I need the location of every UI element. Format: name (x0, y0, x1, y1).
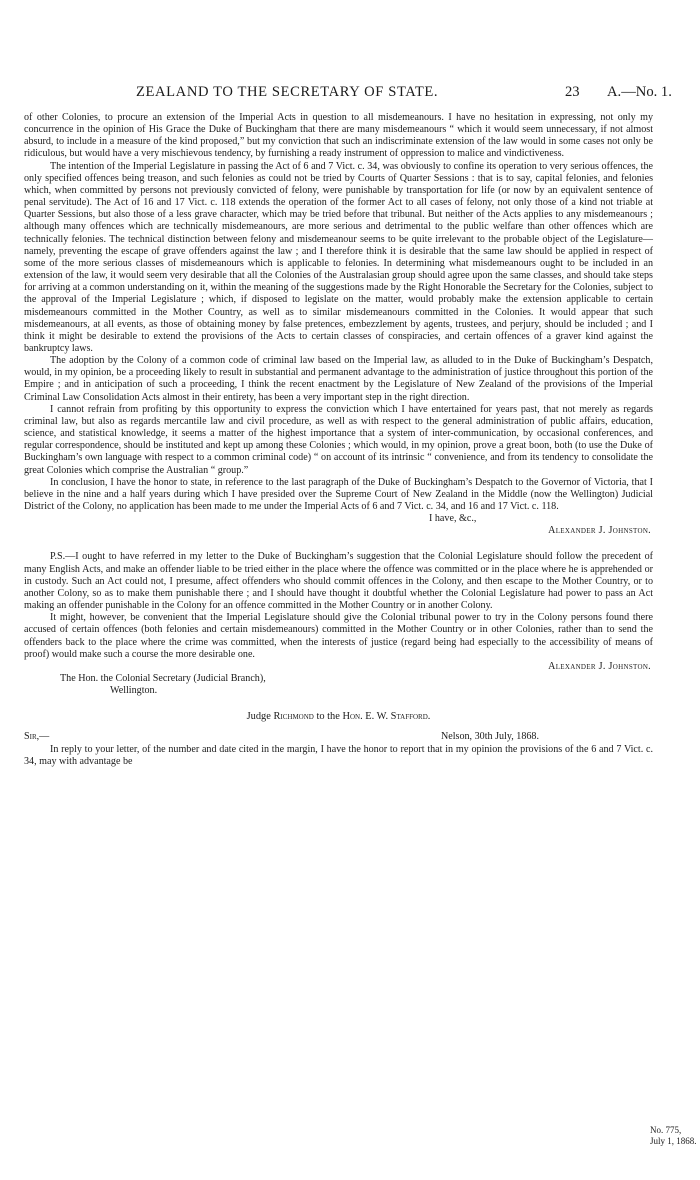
addressee-line-2: Wellington. (110, 685, 158, 697)
closing-row (24, 513, 653, 525)
spacer (24, 537, 653, 551)
addressee-line-1: The Hon. the Colonial Secretary (Judicial Branch), (60, 673, 266, 685)
dateline (24, 731, 653, 743)
closing-phrase: I have, &c., (429, 513, 477, 525)
margin-note (650, 1125, 698, 1146)
signature-johnston-2: Alexander J. Johnston. (548, 660, 651, 672)
paragraph-opening: of other Colonies, to procure an extension of the Imperial Acts in question to all misdemeanours. I have no hesitation in expressing, not only my concurrence in the opinion of His Grace the Duke of Buckingham that there are many misdemeanours “ which it would seem unnecessary, if not almost absurd, to include in a measure of the kind proposed,” but my conviction that such an indiscriminate extension of the law would in some cases not only be ridiculous, but would have a very mischievous tendency, by furnishing a ready instrument of oppression to malice and vindictiveness. (24, 112, 653, 160)
paragraph-intention: The intention of the Imperial Legislature in passing the Act of 6 and 7 Vict. c. 34, was obviously to confine its operation to very serious offences, the only specified offences being treason, and such felonies as could not be tried by Courts of Quarter Sessions : that is to say, capital felonies, and felonies which, when committed by persons not previously convicted of felony, were punishable by transportation for life (or now by an equivalent sentence of penal servitude). The Act of 16 and 17 Vict. c. 118 extends the operation of the former Act to all cases of felony, not only those of a kind not triable at Quarter Sessions, but also those of a less grave character, which may be tried before that tribunal. But neither of the Acts applies to any misdemeanours ; although many offences which are technically misdemeanours, are more serious and detrimental to the public welfare than other offences which are technically felonies. The technical distinction between felony and misdemeanour seems to be quite irrelevant to the probable object of the Legislature—namely, preventing the escape of grave offenders against the law ; and I therefore think it is desirable that the same law should be applied in respect of some of the more serious classes of misdemeanours which is applicable to felonies. In determining what misdemeanours ought to be included in an extension of the law, it would seem very desirable that all the Colonies of the Australasian group should agree upon the same classes, and should take steps for arriving at a common understanding on it, within the meaning of the suggestions made by the Right Honorable the Secretary for the Colonies, subject to the approval of the Imperial Legislature ; which, if disposed to legislate on the matter, would probably make the extension applicable to certain misdemeanours committed in the Mother Country, as well as to similar misdemeanours committed in the Colonies. It would appear that such misdemeanours, at all events, as those of obtaining money by false pretences, embezzlement by agents, trustees, and perjury, should be included ; and I think it might be desirable to extend the provisions of the Acts to certain classes of conspiracies, and certain offences of a graver kind against the bankruptcy laws. (24, 160, 653, 354)
paragraph-conclusion: In conclusion, I have the honor to state, in reference to the last paragraph of the Duke of Buckingham’s Despatch to the Governor of Victoria, that I believe in the nine and a half years during which I have presided over the Supreme Court of New Zealand in the Middle (now the Wellington) Judicial District of the Colony, no application has been made to me under the Imperial Acts of 6 and 7 Vict. c. 34, and 16 and 17 Vict. c. 118. (24, 476, 653, 512)
spacer (24, 697, 653, 711)
heading-from: Richmond (273, 711, 314, 723)
margin-note-line-2: July 1, 1868. (650, 1135, 697, 1146)
paragraph-it-might: It might, however, be convenient that the Imperial Legislature should give the Colonial tribunal power to try in the Colony persons found there accused of certain offences (both felonies and certain misdemeanours) committed in the Mother Country or in other Colonies, rather than to send the offenders back to the place where the crime was committed, when the interests of justice (regard being had especially to the accessibility of means of proof) would make such a course the more desirable one. (24, 612, 653, 660)
page-number: 23 (565, 84, 580, 100)
spacer (24, 723, 653, 731)
margin-note-line-1: No. 775, (650, 1125, 682, 1135)
running-title: ZEALAND TO THE SECRETARY OF STATE. (136, 84, 439, 100)
paragraph-cannot-refrain: I cannot refrain from profiting by this opportunity to express the conviction which I have entertained for years past, that not merely as regards criminal law, but also as regards mercantile law and civil procedure, as well as with respect to the general administration of public affairs, education, science, and statistical knowledge, it seems a matter of the highest importance that a system of inter-communication, by occasional conferences, and regular correspondence, should be instituted and kept up among these Colonies ; which would, in my opinion, prove a great boon, both (to use the Duke of Buckingham’s own language with respect to a common criminal code) “ on account of its intrinsic “ convenience, and from its tendency to consolidate the great Colonies which comprise the Australian “ group.” (24, 403, 653, 476)
signature-johnston-1: Alexander J. Johnston. (548, 525, 651, 537)
body-text (24, 112, 653, 768)
heading-to: Hon. E. W. Stafford. (342, 711, 431, 723)
letter-heading (24, 711, 653, 723)
paragraph-adoption: The adoption by the Colony of a common code of criminal law based on the Imperial law, as alluded to in the Duke of Buckingham’s Despatch, would, in my opinion, be a proceeding likely to result in substantial and permanent advantage to the administration of justice throughout this portion of the Empire ; and in anticipation of such a proceeding, I think the recent enactment by the Legislature of New Zealand of the provisions of the Imperial Criminal Law Consolidation Acts almost in their entirety, has been a very important step in the right direction. (24, 355, 653, 403)
running-header (0, 84, 700, 106)
place-date: Nelson, 30th July, 1868. (440, 731, 539, 743)
heading-prefix: Judge (246, 711, 271, 723)
paragraph-reply: In reply to your letter, of the number and date cited in the margin, I have the honor to report that in my opinion the provisions of the 6 and 7 Vict. c. 34, may with advantage be (24, 743, 653, 767)
document-reference: A.—No. 1. (607, 84, 672, 100)
paragraph-postscript: P.S.—I ought to have referred in my letter to the Duke of Buckingham’s suggestion that the Colonial Legislature should follow the precedent of many English Acts, and make an offender liable to be tried either in the place where the offence was committed or in the place where he is apprehended or in custody. Such an Act could not, I presume, affect offenders who should commit offences in the Colony, and then escape to the Mother Country, or to another Colony, so as to make them punishable there ; and I should have thought it doubtful whether the Colonial Legislature had power to pass an Act making an offender punishable in the Colony for an offence committed in the Mother Country or in another Colony. (24, 551, 653, 612)
heading-mid: to the (316, 711, 340, 723)
salutation: Sir,— (24, 731, 50, 743)
